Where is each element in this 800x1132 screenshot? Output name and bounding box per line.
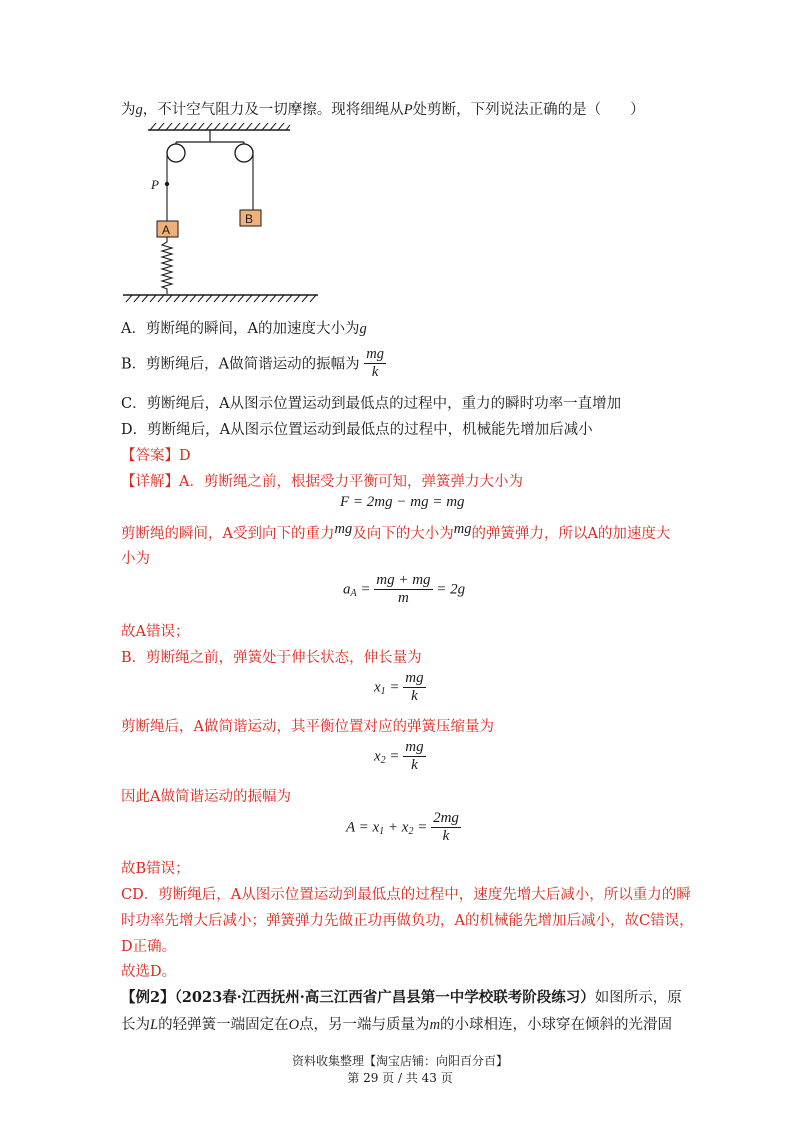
point-p-dot xyxy=(165,182,169,186)
equation-amplitude: $A = x_1 + x_2$ = $\frac{2mg}{k}$ xyxy=(346,810,459,845)
explanation-a-wrong: 故A错误； xyxy=(121,624,190,640)
explanation-cd-line-2: 时功率先增大后减小；弹簧弹力先做正功再做负功，A的机械能先增加后减小，故C错误， xyxy=(121,913,694,929)
label-a: A xyxy=(162,223,171,237)
pulley-bracket xyxy=(176,130,244,151)
explanation-line-2: 剪断绳的瞬间，A受到向下的重力mg及向下的大小为mg的弹簧弹力，所以A的加速度大 xyxy=(121,521,671,542)
equation-x2: $x_2$ = $\frac{mg}{k}$ xyxy=(374,739,424,774)
amplitude-result-fraction: $\frac{2mg}{k}$ xyxy=(433,810,459,845)
explanation-b-amplitude: 因此A做简谐运动的振幅为 xyxy=(121,789,291,805)
option-c: C．剪断绳后，A从图示位置运动到最低点的过程中，重力的瞬时功率一直增加 xyxy=(121,396,622,412)
example-2-line-1: 【例2】（2023春·江西抚州·高三江西省广昌县第一中学校联考阶段练习）如图所示，原 xyxy=(121,989,682,1006)
footer-source: 资料收集整理【淘宝店铺：向阳百分百】 xyxy=(291,1054,508,1068)
explanation-b-intro: B．剪断绳之前，弹簧处于伸长状态，伸长量为 xyxy=(121,650,422,666)
acceleration-fraction: $\frac{mg + mg}{m}$ xyxy=(376,572,431,607)
answer-label: 【答案】D xyxy=(121,448,191,464)
explanation-cd-line-1: CD．剪断绳后，A从图示位置运动到最低点的过程中，速度先增大后减小，所以重力的瞬 xyxy=(121,887,691,903)
amplitude-fraction: $\frac{mg}{k}$ xyxy=(366,346,384,380)
explanation-intro: 【详解】A．剪断绳之前，根据受力平衡可知，弹簧弹力大小为 xyxy=(121,474,523,490)
x2-fraction: $\frac{mg}{k}$ xyxy=(405,739,424,774)
question-stem: 为g，不计空气阻力及一切摩擦。现将细绳从P处剪断，下列说法正确的是（ ） xyxy=(121,102,645,118)
floor xyxy=(123,295,318,302)
equation-acceleration: $a_A$ = $\frac{mg + mg}{m}$ = 2g xyxy=(343,572,466,607)
explanation-b-after: 剪断绳后，A做简谐运动，其平衡位置对应的弹簧压缩量为 xyxy=(121,719,494,735)
option-a: A．剪断绳的瞬间，A的加速度大小为g xyxy=(121,321,367,337)
example-2-line-2: 长为L的轻弹簧一端固定在O点，另一端与质量为m的小球相连，小球穿在倾斜的光滑固 xyxy=(121,1017,673,1033)
spring xyxy=(162,237,172,294)
label-p: P xyxy=(151,177,159,192)
explanation-b-wrong: 故B错误； xyxy=(121,861,190,877)
label-b: B xyxy=(245,212,254,226)
explanation-cd-line-3: D正确。 xyxy=(121,939,177,955)
equation-spring-force: F = 2mg − mg = mg xyxy=(340,494,465,510)
option-b: B．剪断绳后，A做简谐运动的振幅为 $\frac{mg}{k}$ xyxy=(121,346,384,380)
footer-page-number: 第 29 页 / 共 43 页 xyxy=(347,1071,453,1085)
spring-pulley-figure xyxy=(118,118,328,308)
option-d: D．剪断绳后，A从图示位置运动到最低点的过程中，机械能先增加后减小 xyxy=(121,422,593,438)
equation-x1: $x_1$ = $\frac{mg}{k}$ xyxy=(374,670,424,705)
explanation-line-3: 小为 xyxy=(121,551,150,567)
explanation-conclusion: 故选D。 xyxy=(121,964,177,980)
x1-fraction: $\frac{mg}{k}$ xyxy=(405,670,424,705)
ceiling xyxy=(148,123,290,130)
